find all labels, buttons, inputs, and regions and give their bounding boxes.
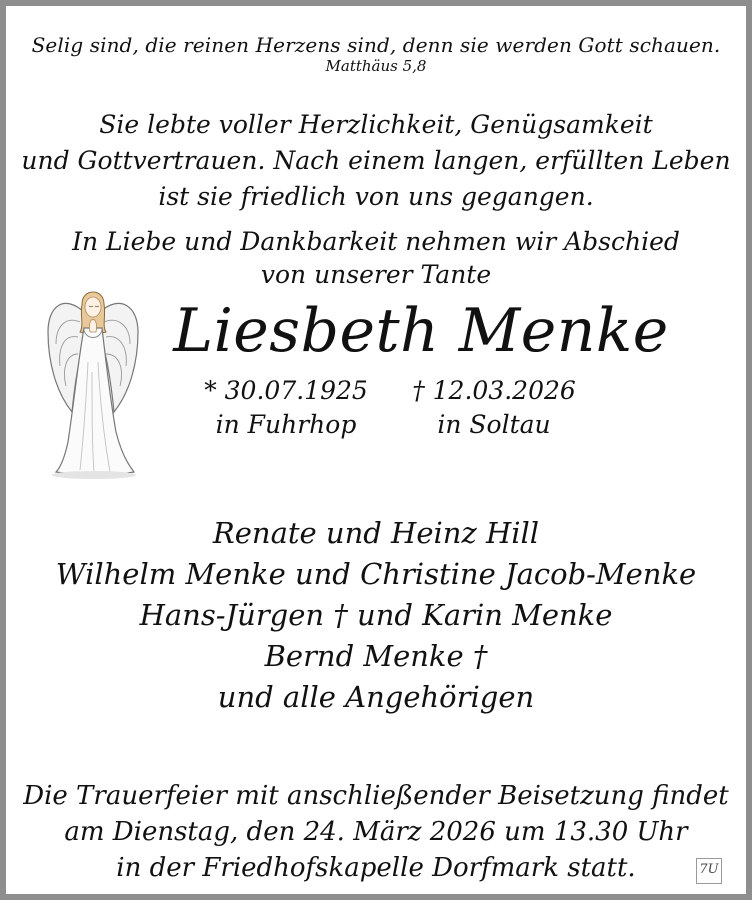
intro-line: und Gottvertrauen. Nach einem langen, erfüllten Leben xyxy=(21,146,731,175)
intro-line: Sie lebte voller Herzlichkeit, Genügsamkeit xyxy=(99,110,653,139)
bible-quote: Selig sind, die reinen Herzens sind, denn sie werden Gott schauen. xyxy=(31,33,721,57)
service-line: am Dienstag, den 24. März 2026 um 13.30 Uhr xyxy=(64,817,688,847)
farewell-line: In Liebe und Dankbarkeit nehmen wir Abschied xyxy=(72,227,680,256)
bible-quote-source: Matthäus 5,8 xyxy=(325,57,427,75)
publisher-logo-icon xyxy=(696,858,722,884)
farewell-line: von unserer Tante xyxy=(260,260,492,289)
family-member: Bernd Menke † xyxy=(264,639,488,673)
family-member: Renate und Heinz Hill xyxy=(212,516,540,550)
intro-text xyxy=(12,107,740,215)
service-info xyxy=(12,778,740,886)
service-line: Die Trauerfeier mit anschließender Beisetzung findet xyxy=(23,781,729,811)
intro-line: ist sie friedlich von uns gegangen. xyxy=(158,182,594,211)
family-member: Hans-Jürgen † und Karin Menke xyxy=(139,598,613,632)
family-member: Wilhelm Menke und Christine Jacob-Menke xyxy=(55,557,697,591)
publisher-logo-mark: 7U xyxy=(699,862,719,877)
birth-info xyxy=(191,374,381,442)
death-place: in Soltau xyxy=(437,410,551,439)
service-line: in der Friedhofskapelle Dorfmark statt. xyxy=(116,853,636,883)
family-member: und alle Angehörigen xyxy=(217,680,535,714)
birth-date: * 30.07.1925 xyxy=(204,376,368,405)
family-list xyxy=(12,513,740,718)
death-date: † 12.03.2026 xyxy=(412,376,576,405)
deceased-name: Liesbeth Menke xyxy=(173,296,669,366)
death-info xyxy=(404,374,584,442)
birth-place: in Fuhrhop xyxy=(215,410,357,439)
